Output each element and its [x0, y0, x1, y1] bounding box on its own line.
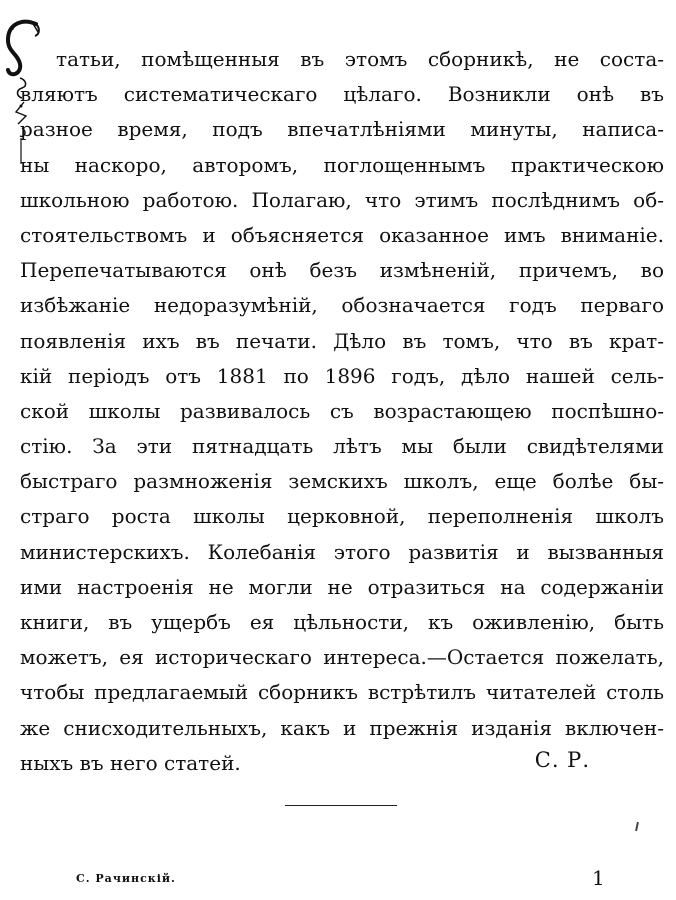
page-number: 1	[592, 866, 605, 890]
text-line: чтобы предлагаемый сборникъ встрѣтилъ читателей столь	[20, 680, 664, 705]
text-line: стію. За эти пятнадцать лѣтъ мы были свидѣтелями	[20, 434, 664, 459]
text-line: татьи, помѣщенныя въ этомъ сборникѣ, не соста-	[56, 47, 664, 71]
footer-author: С. Рачинскій.	[76, 872, 176, 885]
text-line: появленія ихъ въ печати. Дѣло въ томъ, что въ крат-	[20, 328, 664, 353]
text-line: кій періодъ отъ 1881 по 1896 годъ, дѣло нашей сель-	[20, 363, 664, 388]
text-line: можетъ, ея историческаго интереса.—Остается пожелать,	[20, 645, 664, 670]
text-line: школьною работою. Полагаю, что этимъ послѣднимъ об-	[20, 187, 664, 212]
print-speck	[635, 822, 639, 831]
section-divider	[285, 805, 397, 806]
text-line: ими настроенія не могли не отразиться на содержаніи	[20, 574, 664, 599]
text-line: избѣжаніе недоразумѣній, обозначается годъ перваго	[20, 293, 664, 318]
body-text	[20, 42, 664, 781]
text-line: министерскихъ. Колебанія этого развитія и вызванныя	[20, 539, 664, 564]
text-line: ны наскоро, авторомъ, поглощеннымъ практическою	[20, 152, 664, 177]
text-line: же снисходительныхъ, какъ и прежнія изданія включен-	[20, 715, 664, 740]
text-line: быстраго размноженія земскихъ школъ, еще болѣе бы-	[20, 469, 664, 494]
text-line: книги, въ ущербъ ея цѣльности, къ оживленію, быть	[20, 610, 664, 634]
text-line: разное время, подъ впечатлѣніями минуты, написа-	[20, 117, 664, 142]
text-line: стоятельствомъ и объясняется оказанное имъ вниманіе.	[20, 222, 664, 247]
text-line: Перепечатываются онѣ безъ измѣненій, причемъ, во	[20, 258, 664, 283]
text-line: ныхъ въ него статей.	[20, 750, 241, 775]
text-line: вляютъ систематическаго цѣлаго. Возникли онѣ въ	[20, 82, 664, 107]
text-line: страго роста школы церковной, переполненія школъ	[20, 504, 664, 529]
signature-initials: С. Р.	[534, 748, 590, 772]
text-line: ской школы развивалось съ возрастающею поспѣшно-	[20, 398, 664, 423]
